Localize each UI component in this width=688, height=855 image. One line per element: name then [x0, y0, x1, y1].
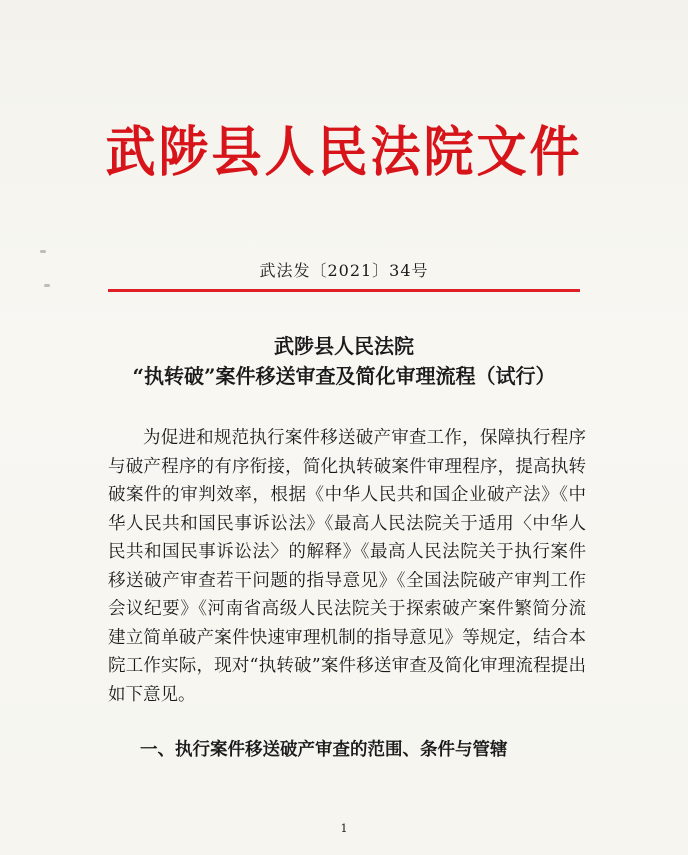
page-number: 1 [340, 822, 348, 835]
red-separator-line [108, 289, 580, 292]
binding-mark [40, 250, 46, 253]
show-through-bleed [380, 17, 681, 110]
binding-mark [44, 284, 50, 287]
document-number: 武法发〔2021〕34号 [259, 261, 429, 280]
section-heading: 一、执行案件移送破产审查的范围、条件与管辖 [140, 740, 508, 760]
issuing-authority-header: 武陟县人民法院文件 [105, 119, 583, 184]
preamble-paragraph: 为促进和规范执行案件移送破产审查工作，保障执行程序与破产程序的有序衔接，简化执转破案件审理程序，提高执转破案件的审判效率，根据《中华人民共和国企业破产法》《中华人民共和国民事诉讼法》《最高人民法院关于适用〈中华人民共和国民事诉讼法〉的解释》《最高人民法院关于执行案件移送破产审查若干问题的指导意见》《全国法院破产审判工作会议纪要》《河南省高级人民法院关于探索破产案件繁简分流建立简单破产案件快速审理机制的指导意见》等规定，结合本院工作实际，现对“执转破”案件移送审查及简化审理流程提出如下意见。 [108, 428, 586, 705]
document-title-line-2: “执转破”案件移送审查及简化审理流程（试行） [132, 364, 556, 388]
document-title-line-1: 武陟县人民法院 [274, 334, 414, 358]
